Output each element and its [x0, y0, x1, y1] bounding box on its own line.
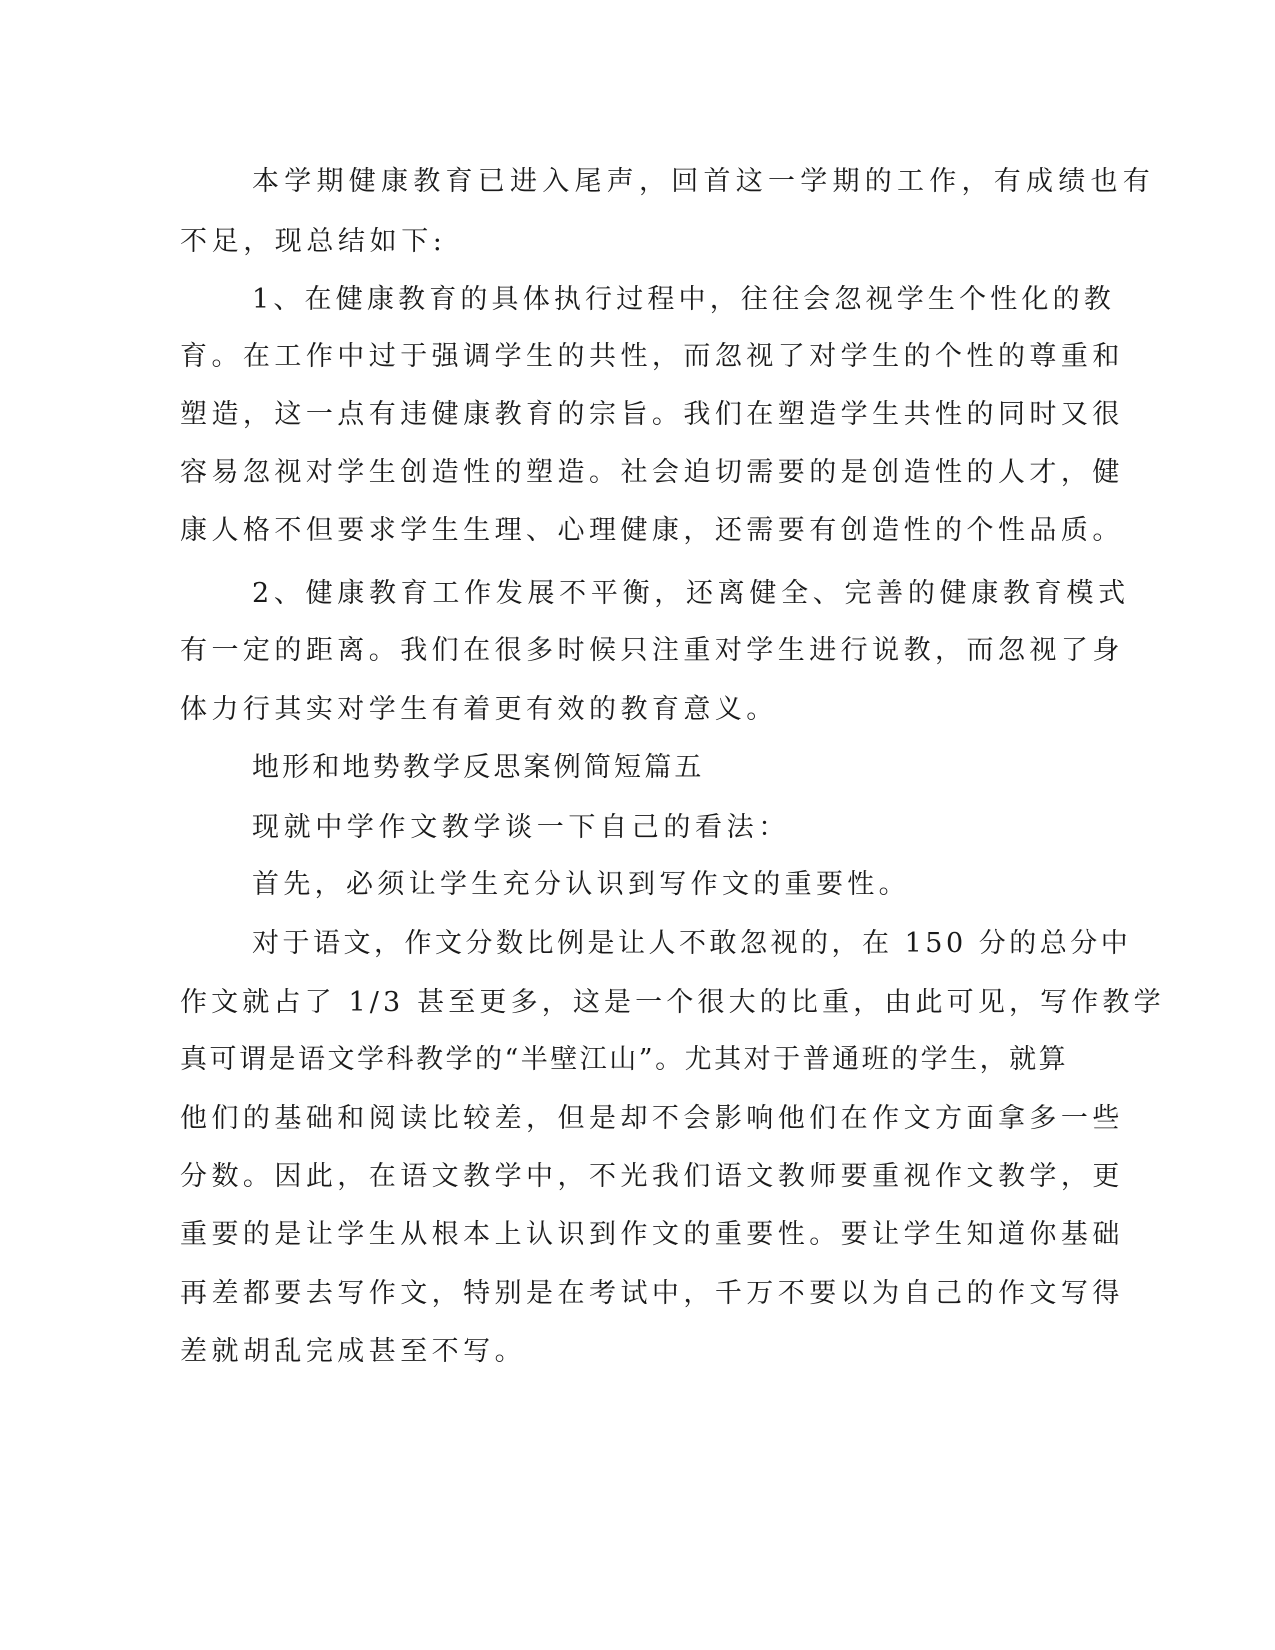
- paragraph-line: 康人格不但要求学生生理、心理健康，还需要有创造性的个性品质。: [180, 515, 1124, 546]
- paragraph-line: 对于语文，作文分数比例是让人不敢忽视的，在 150 分的总分中: [252, 928, 1132, 959]
- paragraph-line: 作文就占了 1/3 甚至更多，这是一个很大的比重，由此可见，写作教学: [180, 987, 1165, 1018]
- paragraph-line: 他们的基础和阅读比较差，但是却不会影响他们在作文方面拿多一些: [180, 1103, 1124, 1134]
- paragraph-line: 本学期健康教育已进入尾声，回首这一学期的工作，有成绩也有: [252, 166, 1155, 197]
- paragraph-line: 1、在健康教育的具体执行过程中，往往会忽视学生个性化的教: [252, 284, 1115, 315]
- paragraph-line: 现就中学作文教学谈一下自己的看法：: [252, 812, 790, 843]
- section-heading: 地形和地势教学反思案例简短篇五: [252, 752, 705, 783]
- paragraph-line: 不足，现总结如下:: [180, 226, 447, 257]
- paragraph-line: 育。在工作中过于强调学生的共性，而忽视了对学生的个性的尊重和: [180, 341, 1124, 372]
- paragraph-line: 再差都要去写作文，特别是在考试中，千万不要以为自己的作文写得: [180, 1278, 1124, 1309]
- paragraph-line: 首先，必须让学生充分认识到写作文的重要性。: [252, 869, 910, 900]
- paragraph-line: 真可谓是语文学科教学的“半壁江山”。尤其对于普通班的学生，就算: [180, 1044, 1069, 1075]
- paragraph-line: 塑造，这一点有违健康教育的宗旨。我们在塑造学生共性的同时又很: [180, 399, 1124, 430]
- paragraph-line: 体力行其实对学生有着更有效的教育意义。: [180, 694, 778, 725]
- paragraph-line: 差就胡乱完成甚至不写。: [180, 1336, 527, 1367]
- paragraph-line: 容易忽视对学生创造性的塑造。社会迫切需要的是创造性的人才，健: [180, 457, 1124, 488]
- paragraph-line: 2、健康教育工作发展不平衡，还离健全、完善的健康教育模式: [252, 578, 1130, 609]
- paragraph-line: 分数。因此，在语文教学中，不光我们语文教师要重视作文教学，更: [180, 1161, 1124, 1192]
- paragraph-line: 有一定的距离。我们在很多时候只注重对学生进行说教，而忽视了身: [180, 635, 1124, 666]
- paragraph-line: 重要的是让学生从根本上认识到作文的重要性。要让学生知道你基础: [180, 1219, 1124, 1250]
